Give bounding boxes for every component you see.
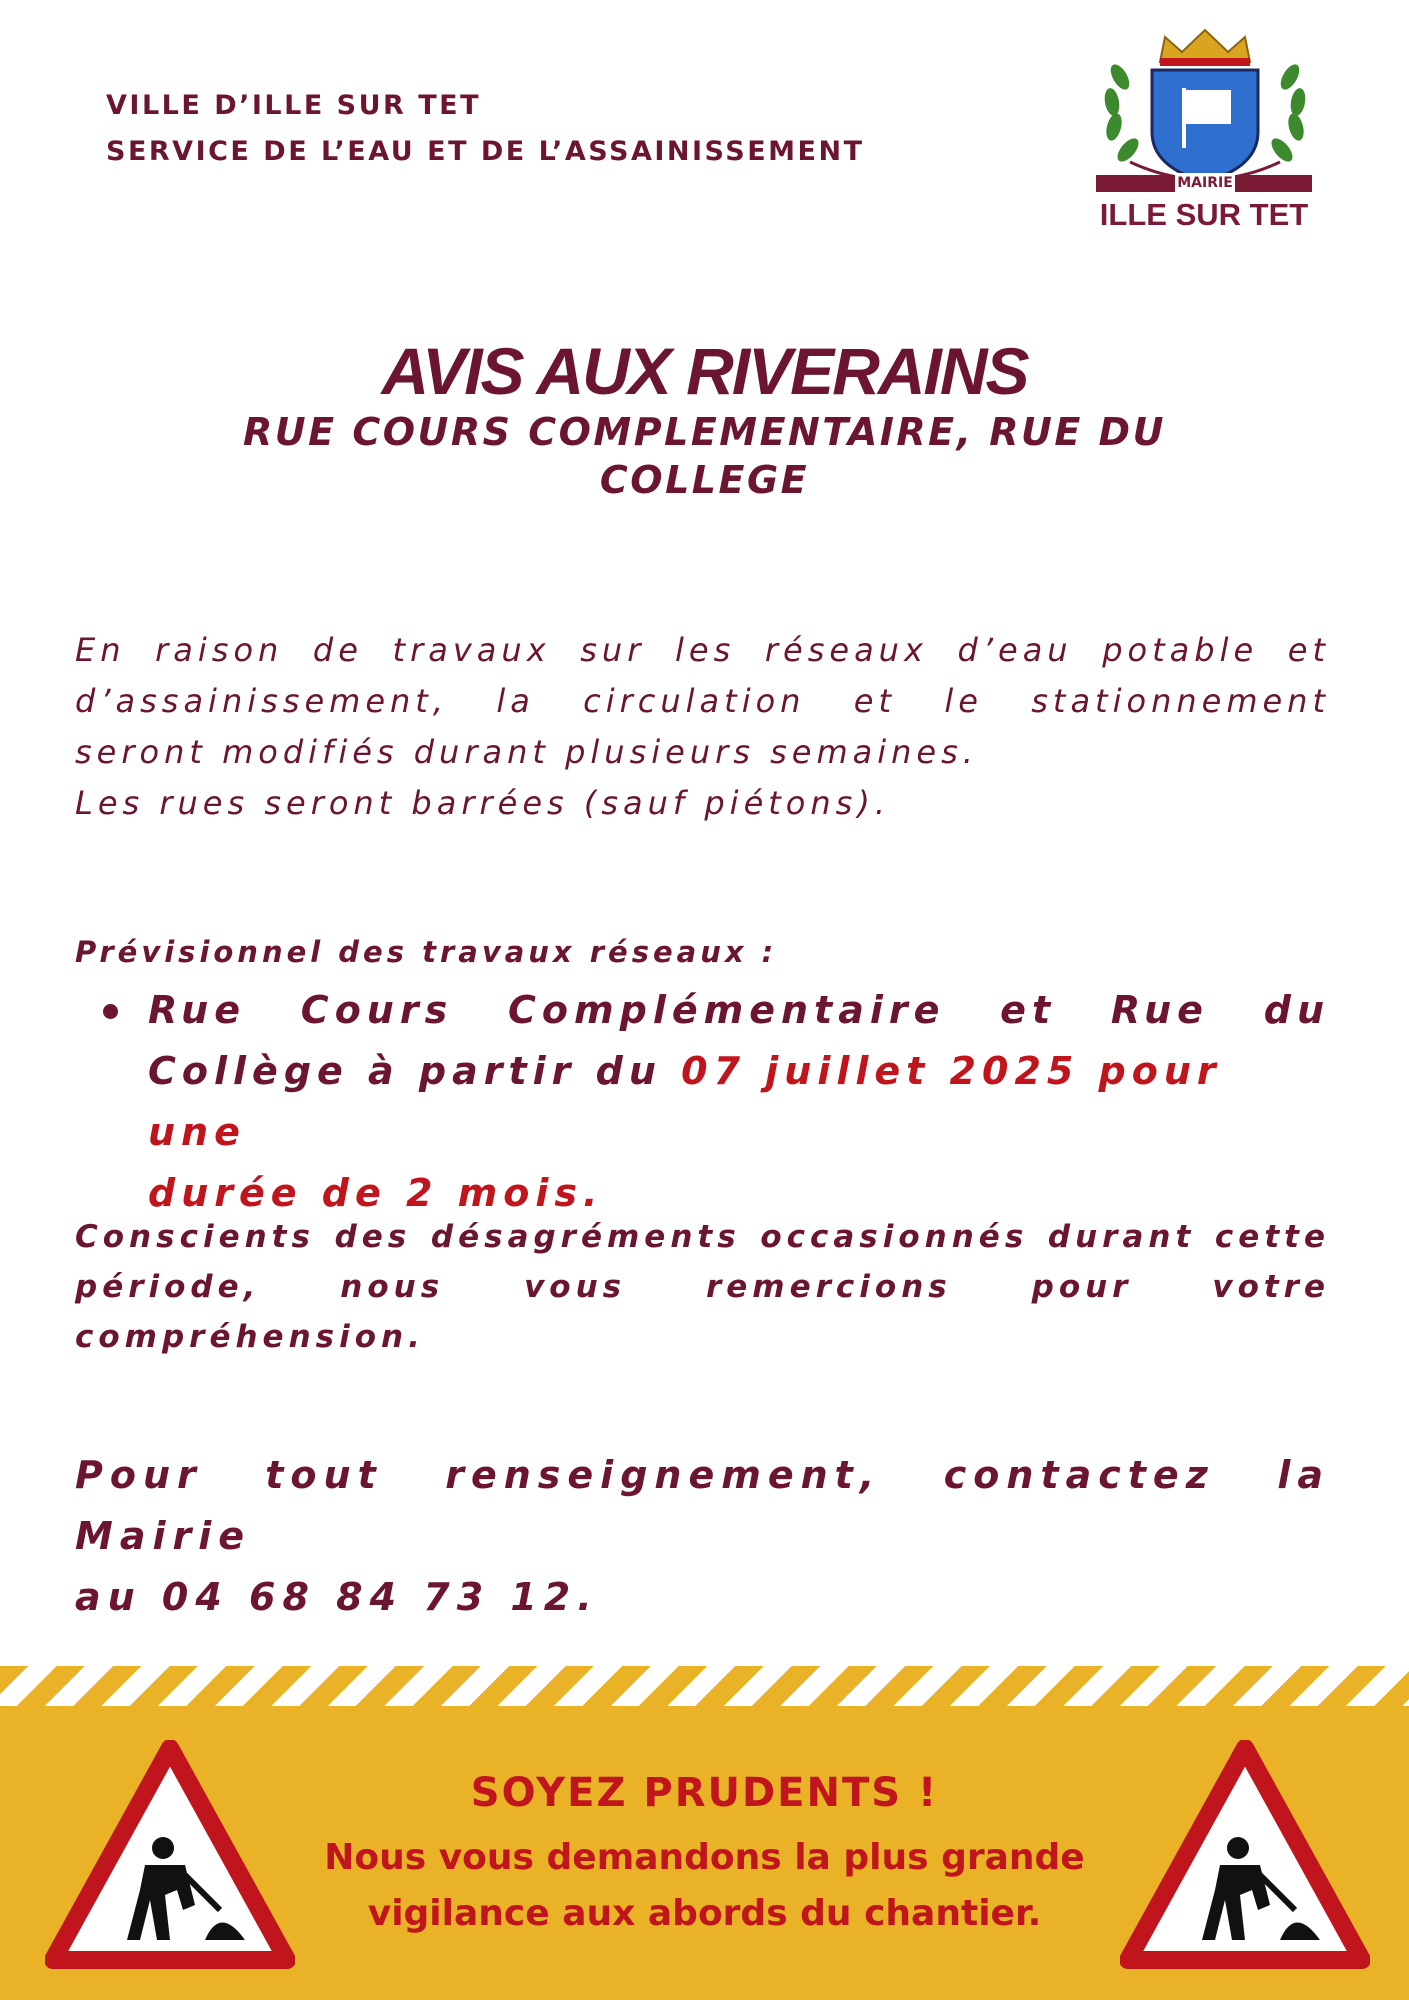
intro-paragraph <box>75 625 1330 829</box>
thanks-line: Conscients des désagréments occasionnés durant cette <box>75 1219 1330 1255</box>
schedule-item-line: Rue Cours Complémentaire et Rue du <box>148 988 1330 1032</box>
warning-title: SOYEZ PRUDENTS ! <box>470 1770 939 1816</box>
schedule-item-prefix: Collège à partir du <box>148 1049 682 1093</box>
bullet-icon <box>103 1004 118 1019</box>
contact-paragraph <box>75 1445 1330 1628</box>
schedule-item <box>148 980 1330 1224</box>
roadworks-sign-icon <box>1120 1740 1370 1970</box>
thanks-line: compréhension. <box>75 1319 425 1355</box>
hazard-stripes <box>0 1666 1409 1706</box>
intro-line: En raison de travaux sur les réseaux d’eau potable et <box>75 631 1330 669</box>
logo-town-name: ILLE SUR TET <box>1099 197 1309 232</box>
warning-line: vigilance aux abords du chantier. <box>367 1893 1042 1934</box>
intro-line: Les rues seront barrées (sauf piétons). <box>75 784 890 822</box>
roadworks-sign-icon <box>45 1740 295 1970</box>
contact-line: Pour tout renseignement, contactez la Mairie <box>75 1453 1330 1558</box>
warning-line: Nous vous demandons la plus grande <box>324 1837 1085 1878</box>
warning-body <box>260 1830 1149 1942</box>
header-service: SERVICE DE L’EAU ET DE L’ASSAINISSEMENT <box>106 136 865 167</box>
logo-mairie-label: MAIRIE <box>1175 173 1235 194</box>
page-title: AVIS AUX RIVERAINS <box>381 334 1028 408</box>
schedule-label: Prévisionnel des travaux réseaux : <box>75 935 778 969</box>
schedule-duration: durée de 2 mois. <box>148 1171 604 1215</box>
intro-line: seront modifiés durant plusieurs semaines. <box>75 733 978 771</box>
header-city: VILLE D’ILLE SUR TET <box>106 90 482 121</box>
intro-line: d’assainissement, la circulation et le stationnement <box>75 682 1330 720</box>
thanks-paragraph <box>75 1212 1330 1362</box>
thanks-line: période, nous vous remercions pour votre <box>75 1269 1330 1305</box>
schedule-dates: 07 juillet 2025 pour une <box>148 1049 1222 1154</box>
contact-phone: au 04 68 84 73 12. <box>75 1575 599 1619</box>
page-subtitle: RUE COURS COMPLEMENTAIRE, RUE DU COLLEGE <box>243 410 1166 502</box>
